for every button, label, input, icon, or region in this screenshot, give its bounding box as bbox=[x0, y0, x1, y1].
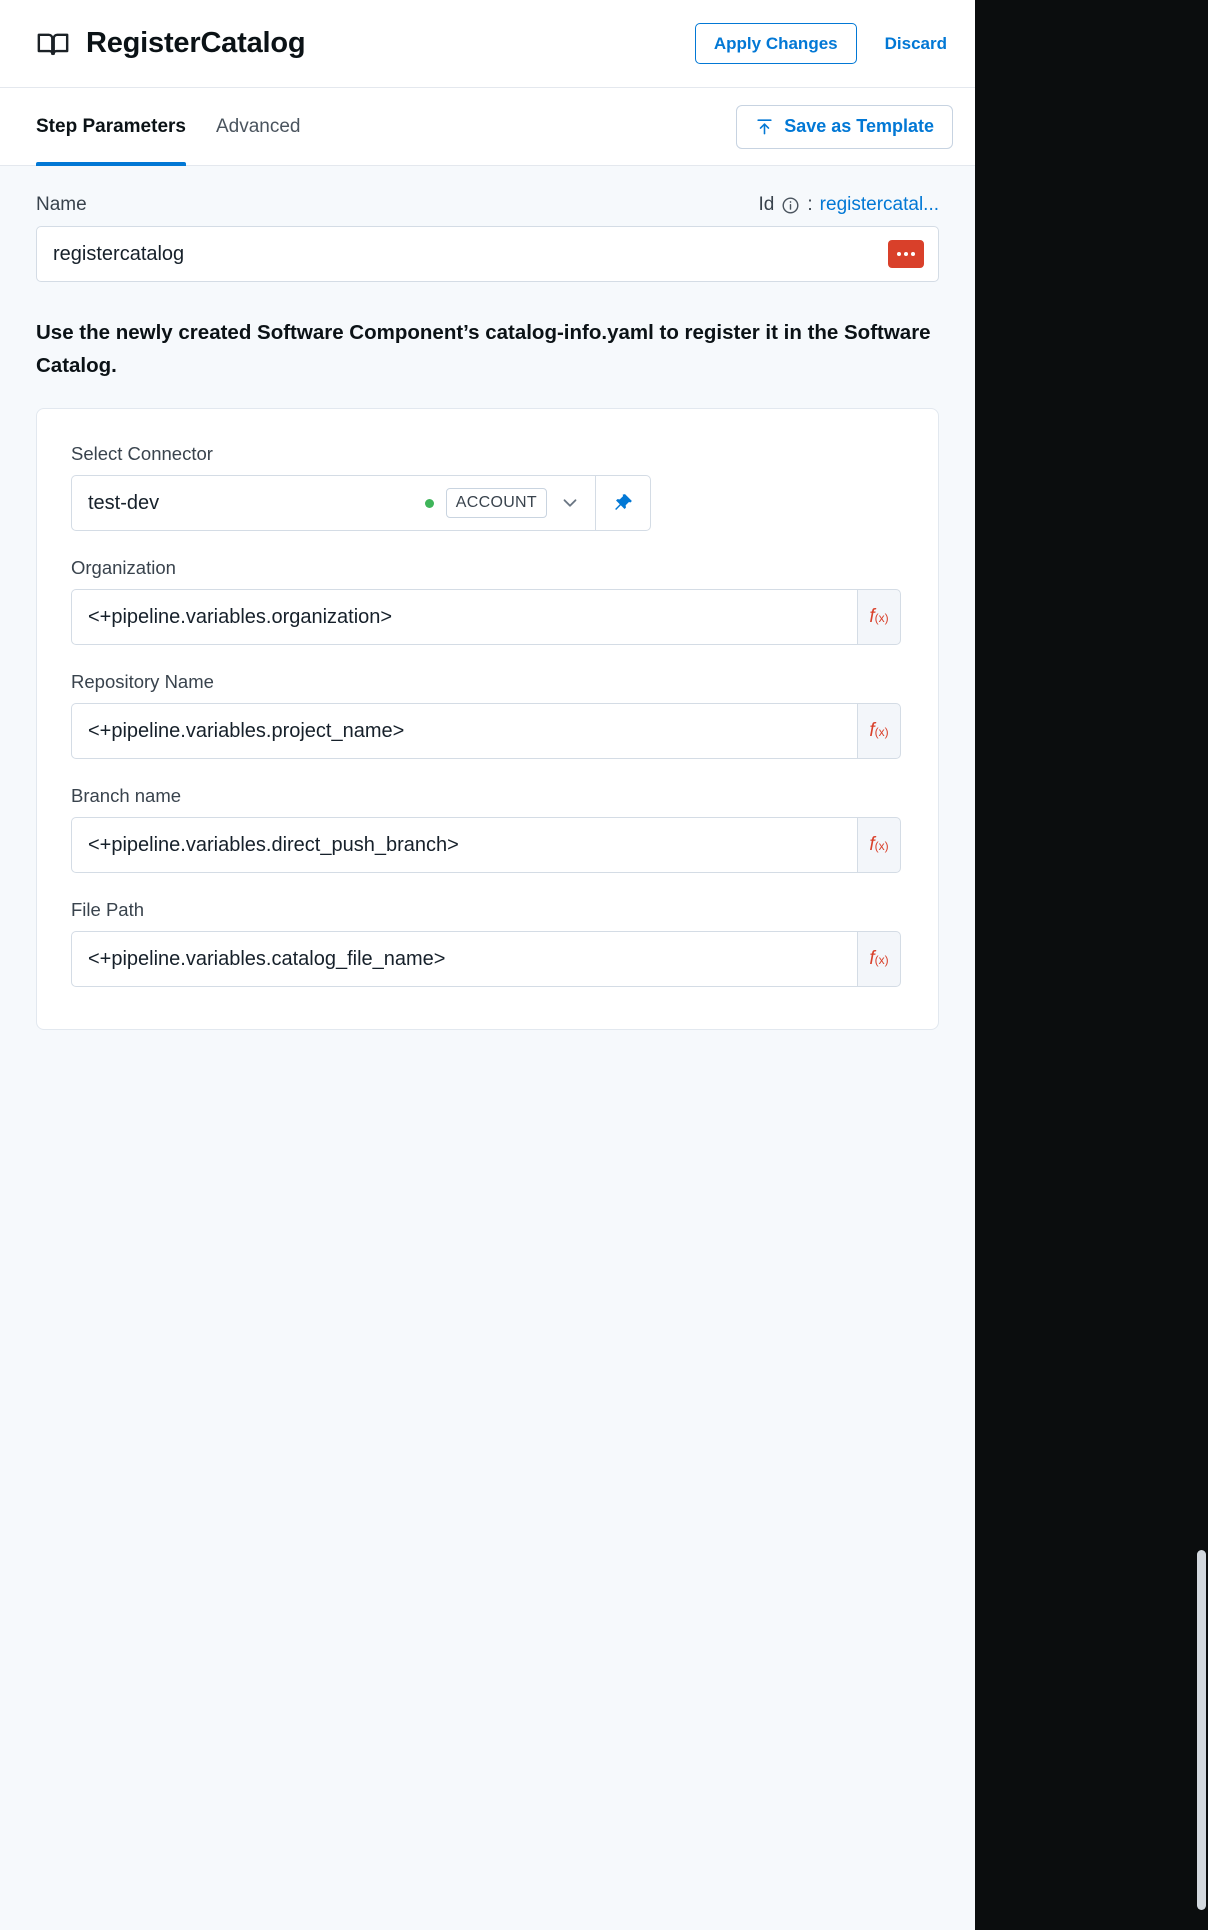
branch-name-field bbox=[71, 785, 904, 873]
panel-header bbox=[0, 0, 975, 88]
page-title: RegisterCatalog bbox=[86, 27, 306, 59]
fx-toggle-branch-name[interactable] bbox=[857, 817, 901, 873]
discard-button[interactable]: Discard bbox=[879, 33, 953, 55]
apply-changes-button[interactable]: Apply Changes bbox=[695, 23, 857, 64]
fx-label: f bbox=[869, 948, 875, 970]
connector-select[interactable] bbox=[71, 475, 595, 531]
file-path-row bbox=[71, 931, 901, 987]
tab-advanced[interactable]: Advanced bbox=[215, 115, 301, 137]
repository-name-input[interactable] bbox=[71, 703, 857, 759]
connector-pin-button[interactable] bbox=[595, 475, 651, 531]
panel-header-left bbox=[36, 27, 695, 61]
repository-name-label: Repository Name bbox=[71, 671, 214, 693]
id-label: Id bbox=[758, 194, 775, 215]
fx-toggle-repository-name[interactable] bbox=[857, 703, 901, 759]
file-path-label: File Path bbox=[71, 899, 145, 921]
name-input[interactable] bbox=[51, 242, 888, 267]
chevron-down-icon[interactable] bbox=[559, 492, 581, 514]
fx-label: f bbox=[869, 720, 875, 742]
branch-name-input[interactable] bbox=[71, 817, 857, 873]
connector-scope-badge: ACCOUNT bbox=[446, 488, 547, 518]
organization-field bbox=[71, 557, 904, 645]
more-options-icon[interactable] bbox=[888, 240, 924, 268]
connector-label: Select Connector bbox=[71, 443, 213, 465]
connector-status-icon bbox=[425, 499, 434, 508]
repository-name-field bbox=[71, 671, 904, 759]
branch-name-row bbox=[71, 817, 901, 873]
file-path-field bbox=[71, 899, 904, 987]
organization-row bbox=[71, 589, 901, 645]
fx-toggle-file-path[interactable] bbox=[857, 931, 901, 987]
connector-value: test-dev bbox=[88, 491, 160, 514]
upload-icon bbox=[755, 117, 774, 136]
panel-body bbox=[0, 166, 975, 1930]
branch-name-label: Branch name bbox=[71, 785, 182, 807]
fx-label: f bbox=[869, 834, 875, 856]
page-background-strip bbox=[975, 0, 1208, 1930]
name-field-wrapper bbox=[36, 226, 939, 282]
connector-row bbox=[71, 475, 651, 531]
step-description: Use the newly created Software Component’s catalog-info.yaml to register it in the Software Catalog. bbox=[36, 321, 931, 378]
fx-label: f bbox=[869, 606, 875, 628]
fx-sub: (x) bbox=[874, 953, 889, 968]
parameters-card bbox=[36, 408, 939, 1030]
tab-bar bbox=[0, 88, 975, 166]
id-display bbox=[759, 194, 939, 216]
book-icon bbox=[36, 27, 70, 61]
id-separator: : bbox=[807, 194, 813, 215]
info-icon[interactable] bbox=[781, 196, 800, 215]
name-label: Name bbox=[36, 194, 87, 215]
name-row-labels bbox=[36, 194, 939, 216]
fx-sub: (x) bbox=[874, 611, 889, 626]
file-path-input[interactable] bbox=[71, 931, 857, 987]
pin-icon bbox=[612, 492, 634, 514]
tab-step-parameters[interactable]: Step Parameters bbox=[36, 88, 186, 166]
connector-field bbox=[71, 443, 904, 531]
id-value[interactable]: registercatal... bbox=[819, 194, 939, 215]
organization-input[interactable] bbox=[71, 589, 857, 645]
fx-sub: (x) bbox=[874, 725, 889, 740]
repository-name-row bbox=[71, 703, 901, 759]
save-as-template-button[interactable] bbox=[736, 105, 953, 149]
vertical-scrollbar-thumb[interactable] bbox=[1197, 1550, 1206, 1910]
organization-label: Organization bbox=[71, 557, 176, 579]
save-as-template-label: Save as Template bbox=[784, 116, 934, 136]
fx-sub: (x) bbox=[874, 839, 889, 854]
fx-toggle-organization[interactable] bbox=[857, 589, 901, 645]
